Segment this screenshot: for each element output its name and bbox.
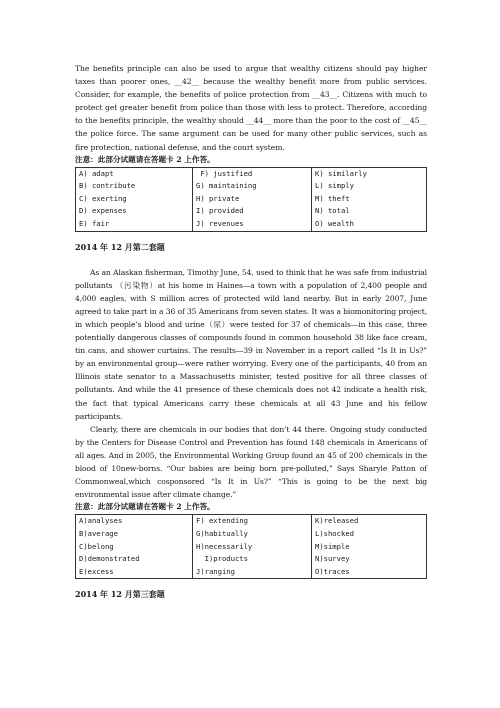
option-item: N)survey (315, 554, 350, 564)
document-page (75, 62, 427, 601)
option-item: O) wealth (315, 219, 354, 229)
answer-sheet-note-1: 注意：此部分试题请在答题卡 2 上作答。 (75, 154, 215, 164)
word-bank-column-1 (76, 167, 193, 231)
option-item: D) expenses (79, 206, 127, 216)
option-item: G)habitually (196, 528, 248, 538)
section-heading-set-3: 2014 年 12 月第三套题 (75, 589, 165, 600)
passage-paragraph-1: As an Alaskan fisherman, Timothy June, 54, used to think that he was safe from industrial pollutants （污染物）at his home in Haines—a town with a population of 2,400 people and 4,000 eagles, with S million acres of protected wild land nearby. But in early 2007, June agreed to take part in a 36 of 35 Americans from seven states. It was a biomonitoring project, in which people’s blood and urine（尿）were tested for 37 of chemicals—in this case, three potentially dangerous classes of compounds found in common household 38 like face cream, tin cans, and shower curtains. The results—39 in November in a report called “Is It in Us?” by an environmental group—were rather worrying. Every one of the participants, 40 from an Illinois state senator to a Massachusetts minister, tested positive for all three classes of pollutants. And while the 41 presence of these chemicals does not 42 indicate a health risk, the fact that typical Americans carry these chemicals at all 43 June and his fellow participants. (75, 267, 427, 421)
option-item: A) adapt (79, 168, 114, 178)
option-item: G) maintaining (196, 181, 257, 191)
option-item: F) justified (196, 168, 253, 178)
option-item: K)released (315, 516, 359, 526)
option-item: M)simple (315, 541, 350, 551)
option-item: J)ranging (196, 566, 235, 576)
word-bank-column-2 (193, 515, 312, 579)
option-item: J) revenues (196, 219, 244, 229)
option-item: F) extending (196, 516, 248, 526)
word-bank-table-1 (75, 167, 427, 232)
option-item: L) simply (315, 181, 354, 191)
passage-paragraph-2: Clearly, there are chemicals in our bodies that don’t 44 there. Ongoing study conducted by the Centers for Disease Control and Prevention has found 148 chemicals in Americans of all ages. And in 2005, the Environmental Working Group found an 45 of 200 chemicals in the blood of 10new-borns. “Our babies are being born pre-polluted,” Says Sharyle Patton of Commonweal,which cosponsored “Is It in Us?” “This is going to be the next big environmental issue after climate change.” (75, 424, 427, 500)
word-bank-column-1 (76, 515, 193, 579)
word-bank-column-2 (193, 167, 312, 231)
option-item: L)shocked (315, 528, 354, 538)
option-item: K) similarly (315, 168, 367, 178)
option-item: O)traces (315, 566, 350, 576)
option-item: E)excess (79, 566, 114, 576)
passage-benefits-principle: The benefits principle can also be used to argue that wealthy citizens should pay higher taxes than poorer ones, __42__ because the wealthy benefit more from public services. Consider, for example, the benefits of police protection from __43__. Citizens with much to protect get greater benefit from police than those with less to protect. Therefore, according to the benefits principle, the wealthy should __44__ more than the poor to the cost of __45__ the police force. The same argument can be used for many other public services, such as fire protection, national defense, and the court system. (75, 64, 427, 152)
word-bank-column-3 (312, 515, 427, 579)
answer-sheet-note-2: 注意：此部分试题请在答题卡 2 上作答。 (75, 502, 215, 512)
option-item: H) private (196, 193, 240, 203)
word-bank-column-3 (312, 167, 427, 231)
option-item: H)necessarily (196, 541, 253, 551)
option-item: I) provided (196, 206, 244, 216)
option-item: E) fair (79, 219, 110, 229)
option-item: A)analyses (79, 516, 123, 526)
option-item: B)average (79, 528, 118, 538)
section-heading-set-2: 2014 年 12 月第二套题 (75, 241, 165, 252)
word-bank-table-2 (75, 514, 427, 579)
option-item: C) exerting (79, 193, 127, 203)
option-item: I)products (196, 554, 248, 564)
option-item: C)belong (79, 541, 114, 551)
option-item: D)demonstrated (79, 554, 140, 564)
option-item: M) theft (315, 193, 350, 203)
option-item: N) total (315, 206, 350, 216)
option-item: B) contribute (79, 181, 136, 191)
